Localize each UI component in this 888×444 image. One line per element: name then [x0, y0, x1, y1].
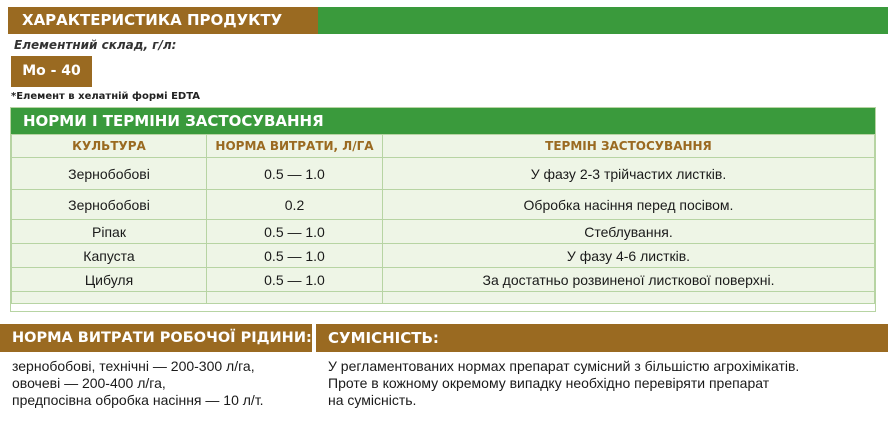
working-fluid-title: НОРМА ВИТРАТИ РОБОЧОЇ РІДИНИ:: [0, 324, 312, 352]
compatibility-text: [328, 358, 888, 409]
element-badge: Mo - 40: [11, 56, 92, 87]
working-fluid-line: зернобобові, технічні — 200-300 л/га,: [12, 358, 255, 374]
product-header: [8, 7, 888, 34]
col-header-rate: НОРМА ВИТРАТИ, Л/ГА: [207, 135, 383, 158]
cell-term: Обробка насіння перед посівом.: [383, 190, 875, 220]
working-fluid-line: овочеві — 200-400 л/га,: [12, 375, 166, 391]
empty-cell: [207, 292, 383, 304]
cell-crop: Зернобобові: [12, 190, 207, 220]
cell-rate: 0.5 — 1.0: [207, 268, 383, 292]
cell-rate: 0.5 — 1.0: [207, 158, 383, 190]
header-green-bar: [318, 7, 888, 34]
cell-crop: Ріпак: [12, 220, 207, 244]
norms-table-section: [10, 107, 876, 312]
table-row: [12, 158, 875, 190]
cell-term: Стеблування.: [383, 220, 875, 244]
table-row: [12, 220, 875, 244]
col-header-term: ТЕРМІН ЗАСТОСУВАННЯ: [383, 135, 875, 158]
compatibility-line: на сумісність.: [328, 392, 417, 408]
norms-title: НОРМИ І ТЕРМІНИ ЗАСТОСУВАННЯ: [11, 108, 875, 134]
cell-term: За достатньо розвиненої листкової поверхні.: [383, 268, 875, 292]
cell-term: У фазу 4-6 листків.: [383, 244, 875, 268]
table-row: [12, 244, 875, 268]
table-row: [12, 268, 875, 292]
norms-table: [11, 134, 875, 304]
compatibility-line: Проте в кожному окремому випадку необхідно перевіряти препарат: [328, 375, 770, 391]
cell-crop: Капуста: [12, 244, 207, 268]
table-row-empty: [12, 292, 875, 304]
cell-crop: Зернобобові: [12, 158, 207, 190]
working-fluid-line: предпосівна обробка насіння — 10 л/т.: [12, 392, 264, 408]
cell-rate: 0.5 — 1.0: [207, 244, 383, 268]
footnote: *Елемент в хелатній формі EDTA: [11, 91, 200, 102]
cell-rate: 0.2: [207, 190, 383, 220]
compatibility-title: СУМІСНІСТЬ:: [316, 324, 888, 352]
col-header-crop: КУЛЬТУРА: [12, 135, 207, 158]
working-fluid-text: [12, 358, 312, 409]
table-header-row: [12, 135, 875, 158]
empty-cell: [12, 292, 207, 304]
empty-cell: [383, 292, 875, 304]
cell-term: У фазу 2-3 трійчастих листків.: [383, 158, 875, 190]
product-title: ХАРАКТЕРИСТИКА ПРОДУКТУ: [8, 7, 318, 34]
cell-rate: 0.5 — 1.0: [207, 220, 383, 244]
composition-label: Елементний склад, г/л:: [14, 38, 177, 52]
table-row: [12, 190, 875, 220]
compatibility-line: У регламентованих нормах препарат сумісний з більшістю агрохімікатів.: [328, 358, 800, 374]
cell-crop: Цибуля: [12, 268, 207, 292]
